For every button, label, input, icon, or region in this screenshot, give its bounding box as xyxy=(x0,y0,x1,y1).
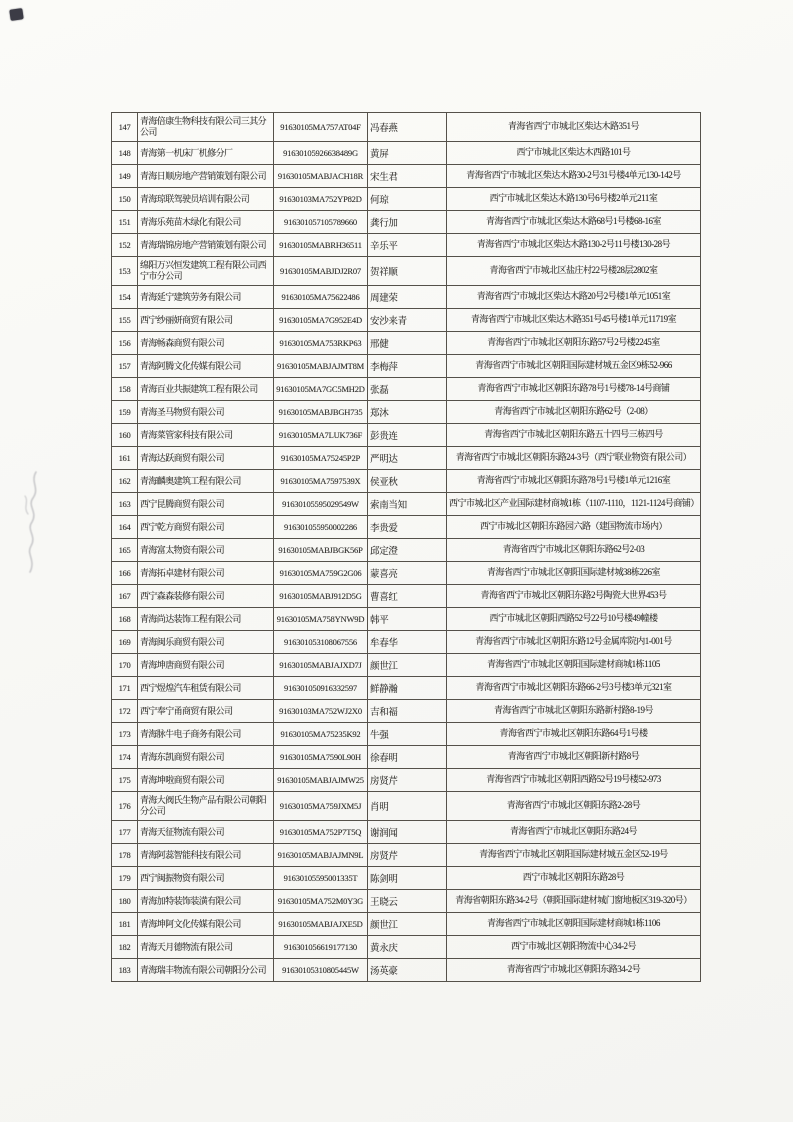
table-row xyxy=(112,516,701,539)
address-cell: 青海省西宁市城北区朝阳东路新村路8-19号 xyxy=(447,700,701,723)
table-row xyxy=(112,844,701,867)
address-cell: 青海省西宁市城北区朝阳东路62号2-03 xyxy=(447,539,701,562)
legal-person-cell: 房贤芹 xyxy=(368,769,447,792)
row-number-cell: 180 xyxy=(112,890,138,913)
legal-person-cell: 韩平 xyxy=(368,608,447,631)
address-cell: 青海省西宁市城北区朝阳东路66-2号3号楼3单元321室 xyxy=(447,677,701,700)
row-number-cell: 177 xyxy=(112,821,138,844)
row-number-cell: 154 xyxy=(112,286,138,309)
credit-code-cell: 91630105MA7GC5MH2D xyxy=(274,378,368,401)
company-name-cell: 青海天月德物流有限公司 xyxy=(138,936,274,959)
legal-person-cell: 侯亚秋 xyxy=(368,470,447,493)
row-number-cell: 155 xyxy=(112,309,138,332)
company-name-cell: 青海日顺房地产营销策划有限公司 xyxy=(138,165,274,188)
legal-person-cell: 索南当知 xyxy=(368,493,447,516)
address-cell: 青海省西宁市城北区朝阳新村路8号 xyxy=(447,746,701,769)
credit-code-cell: 916301053108067556 xyxy=(274,631,368,654)
address-cell: 西宁市城北区朝阳物流中心34-2号 xyxy=(447,936,701,959)
address-cell: 西宁市城北区柴达木路130号6号楼2单元211室 xyxy=(447,188,701,211)
address-cell: 青海省西宁市城北区朝阳国际建材城五金区9栋52-966 xyxy=(447,355,701,378)
company-name-cell: 青海拓卓建材有限公司 xyxy=(138,562,274,585)
table-row xyxy=(112,608,701,631)
company-name-cell: 青海延宁建筑劳务有限公司 xyxy=(138,286,274,309)
company-name-cell: 青海瑞锦房地产营销策划有限公司 xyxy=(138,234,274,257)
table-row xyxy=(112,188,701,211)
row-number-cell: 147 xyxy=(112,113,138,142)
table-row xyxy=(112,424,701,447)
credit-code-cell: 91630105MA752M0Y3G xyxy=(274,890,368,913)
table-row xyxy=(112,700,701,723)
table-row xyxy=(112,890,701,913)
row-number-cell: 172 xyxy=(112,700,138,723)
row-number-cell: 149 xyxy=(112,165,138,188)
legal-person-cell: 牟春华 xyxy=(368,631,447,654)
legal-person-cell: 鲜静瀚 xyxy=(368,677,447,700)
row-number-cell: 160 xyxy=(112,424,138,447)
legal-person-cell: 蒙喜亮 xyxy=(368,562,447,585)
address-cell: 青海省西宁市城北区柴达木路351号45号楼1单元11719室 xyxy=(447,309,701,332)
row-number-cell: 153 xyxy=(112,257,138,286)
legal-person-cell: 严明达 xyxy=(368,447,447,470)
credit-code-cell: 91630105MA75622486 xyxy=(274,286,368,309)
company-name-cell: 西宁闽振物资有限公司 xyxy=(138,867,274,890)
company-name-cell: 青海达跃商贸有限公司 xyxy=(138,447,274,470)
credit-code-cell: 91630105MA759G2G06 xyxy=(274,562,368,585)
legal-person-cell: 郑沐 xyxy=(368,401,447,424)
credit-code-cell: 91630105MABJACH18R xyxy=(274,165,368,188)
company-name-cell: 西宁煜煌汽车租赁有限公司 xyxy=(138,677,274,700)
table-row xyxy=(112,447,701,470)
row-number-cell: 150 xyxy=(112,188,138,211)
credit-code-cell: 91630105MA75235K92 xyxy=(274,723,368,746)
legal-person-cell: 彭贵连 xyxy=(368,424,447,447)
row-number-cell: 171 xyxy=(112,677,138,700)
company-name-cell: 青海畅森商贸有限公司 xyxy=(138,332,274,355)
legal-person-cell: 张磊 xyxy=(368,378,447,401)
row-number-cell: 157 xyxy=(112,355,138,378)
company-name-cell: 青海第一机床厂机修分厂 xyxy=(138,142,274,165)
address-cell: 青海省西宁市城北区朝阳东路2号陶瓷大世界453号 xyxy=(447,585,701,608)
company-name-cell: 青海乐苑苗木绿化有限公司 xyxy=(138,211,274,234)
company-name-cell: 青海百业共振建筑工程有限公司 xyxy=(138,378,274,401)
table-row xyxy=(112,539,701,562)
row-number-cell: 182 xyxy=(112,936,138,959)
row-number-cell: 169 xyxy=(112,631,138,654)
credit-code-cell: 91630103MA752YP82D xyxy=(274,188,368,211)
address-cell: 西宁市城北区柴达木西路101号 xyxy=(447,142,701,165)
table-row xyxy=(112,332,701,355)
address-cell: 青海省西宁市城北区朝阳东路62号（2-08） xyxy=(447,401,701,424)
address-cell: 青海省西宁市城北区朝阳东路2-28号 xyxy=(447,792,701,821)
row-number-cell: 167 xyxy=(112,585,138,608)
credit-code-cell: 91630105MA753RKP63 xyxy=(274,332,368,355)
table-row xyxy=(112,723,701,746)
legal-person-cell: 贺祥顺 xyxy=(368,257,447,286)
row-number-cell: 148 xyxy=(112,142,138,165)
table-row xyxy=(112,769,701,792)
legal-person-cell: 宋生君 xyxy=(368,165,447,188)
table-row xyxy=(112,113,701,142)
credit-code-cell: 91630105MA7LUK736F xyxy=(274,424,368,447)
row-number-cell: 168 xyxy=(112,608,138,631)
credit-code-cell: 91630105MABJ912D5G xyxy=(274,585,368,608)
row-number-cell: 152 xyxy=(112,234,138,257)
row-number-cell: 170 xyxy=(112,654,138,677)
table-row xyxy=(112,234,701,257)
company-name-cell: 西宁森森装修有限公司 xyxy=(138,585,274,608)
legal-person-cell: 牛强 xyxy=(368,723,447,746)
table-row xyxy=(112,286,701,309)
table-row xyxy=(112,355,701,378)
company-name-cell: 青海天征物流有限公司 xyxy=(138,821,274,844)
company-name-cell: 西宁昆腾商贸有限公司 xyxy=(138,493,274,516)
address-cell: 西宁市城北区朝阳东路园六路（建国物流市场内） xyxy=(447,516,701,539)
row-number-cell: 173 xyxy=(112,723,138,746)
row-number-cell: 166 xyxy=(112,562,138,585)
table-row xyxy=(112,821,701,844)
table-row xyxy=(112,913,701,936)
address-cell: 青海省西宁市城北区朝阳东路57号2号楼2245室 xyxy=(447,332,701,355)
row-number-cell: 175 xyxy=(112,769,138,792)
company-name-cell: 青海尚达装饰工程有限公司 xyxy=(138,608,274,631)
legal-person-cell: 徐春明 xyxy=(368,746,447,769)
address-cell: 青海省西宁市城北区朝阳东路78号1号楼1单元1216室 xyxy=(447,470,701,493)
table-row xyxy=(112,936,701,959)
company-name-cell: 青海瑞丰物流有限公司朝阳分公司 xyxy=(138,959,274,982)
credit-code-cell: 916301055950002286 xyxy=(274,516,368,539)
legal-person-cell: 何琼 xyxy=(368,188,447,211)
row-number-cell: 163 xyxy=(112,493,138,516)
address-cell: 青海省西宁市城北区朝阳国际建材商城1栋1106 xyxy=(447,913,701,936)
row-number-cell: 183 xyxy=(112,959,138,982)
company-name-cell: 青海加特装饰装潢有限公司 xyxy=(138,890,274,913)
address-cell: 青海省西宁市城北区柴达木路351号 xyxy=(447,113,701,142)
company-name-cell: 青海阿腾文化传媒有限公司 xyxy=(138,355,274,378)
company-name-cell: 青海东凯商贸有限公司 xyxy=(138,746,274,769)
table-row xyxy=(112,562,701,585)
legal-person-cell: 房贤芹 xyxy=(368,844,447,867)
company-name-cell: 绵阳万兴恒发建筑工程有限公司西宁市分公司 xyxy=(138,257,274,286)
row-number-cell: 178 xyxy=(112,844,138,867)
table-row xyxy=(112,959,701,982)
ink-mark-icon xyxy=(9,8,23,21)
table-row xyxy=(112,378,701,401)
address-cell: 青海省西宁市城北区柴达木路130-2号11号楼130-28号 xyxy=(447,234,701,257)
address-cell: 青海省西宁市城北区柴达木路20号2号楼1单元1051室 xyxy=(447,286,701,309)
table-row xyxy=(112,867,701,890)
credit-code-cell: 91630105MA757AT04F xyxy=(274,113,368,142)
credit-code-cell: 91630105MABJAJMW25 xyxy=(274,769,368,792)
address-cell: 青海省西宁市城北区朝阳东路34-2号 xyxy=(447,959,701,982)
legal-person-cell: 王晓云 xyxy=(368,890,447,913)
credit-code-cell: 91630105MABJAJXD7J xyxy=(274,654,368,677)
credit-code-cell: 91630105MA7597539X xyxy=(274,470,368,493)
table-row xyxy=(112,493,701,516)
handwriting-smudge-icon xyxy=(16,468,50,578)
company-name-cell: 青海圣马物贸有限公司 xyxy=(138,401,274,424)
credit-code-cell: 91630105MABJBGK56P xyxy=(274,539,368,562)
credit-code-cell: 91630105MA759JXM5J xyxy=(274,792,368,821)
legal-person-cell: 黄屏 xyxy=(368,142,447,165)
legal-person-cell: 曹喜红 xyxy=(368,585,447,608)
legal-person-cell: 颜世江 xyxy=(368,654,447,677)
legal-person-cell: 陈剑明 xyxy=(368,867,447,890)
legal-person-cell: 周建荣 xyxy=(368,286,447,309)
credit-code-cell: 91630105310805445W xyxy=(274,959,368,982)
table-row xyxy=(112,401,701,424)
credit-code-cell: 916301050916332597 xyxy=(274,677,368,700)
table-row xyxy=(112,211,701,234)
legal-person-cell: 李贵爱 xyxy=(368,516,447,539)
row-number-cell: 161 xyxy=(112,447,138,470)
company-name-cell: 西宁纱丽妍商贸有限公司 xyxy=(138,309,274,332)
credit-code-cell: 91630105MA75245P2P xyxy=(274,447,368,470)
row-number-cell: 162 xyxy=(112,470,138,493)
table-row xyxy=(112,470,701,493)
legal-person-cell: 龚行加 xyxy=(368,211,447,234)
company-name-cell: 青海大阀氏生物产品有限公司朝阳分公司 xyxy=(138,792,274,821)
legal-person-cell: 谢润闻 xyxy=(368,821,447,844)
legal-person-cell: 汤英豪 xyxy=(368,959,447,982)
address-cell: 青海省西宁市城北区朝阳国际建材城38栋226室 xyxy=(447,562,701,585)
credit-code-cell: 91630105MABJBGH735 xyxy=(274,401,368,424)
address-cell: 青海省西宁市城北区朝阳国际建材城五金区52-19号 xyxy=(447,844,701,867)
address-cell: 西宁市城北区朝阳东路28号 xyxy=(447,867,701,890)
company-name-cell: 青海麟奥建筑工程有限公司 xyxy=(138,470,274,493)
row-number-cell: 181 xyxy=(112,913,138,936)
company-name-cell: 青海坤啦商贸有限公司 xyxy=(138,769,274,792)
company-registry-table xyxy=(111,112,701,982)
address-cell: 青海省西宁市城北区朝阳东路78号1号楼78-14号商铺 xyxy=(447,378,701,401)
row-number-cell: 151 xyxy=(112,211,138,234)
row-number-cell: 176 xyxy=(112,792,138,821)
credit-code-cell: 916301057105789660 xyxy=(274,211,368,234)
company-name-cell: 青海倍康生物科技有限公司三其分公司 xyxy=(138,113,274,142)
address-cell: 青海省西宁市城北区柴达木路30-2号31号楼4单元130-142号 xyxy=(447,165,701,188)
table-row xyxy=(112,677,701,700)
row-number-cell: 158 xyxy=(112,378,138,401)
address-cell: 青海省朝阳东路34-2号（朝阳国际建材城门窗地板区319-320号） xyxy=(447,890,701,913)
company-name-cell: 青海富太物资有限公司 xyxy=(138,539,274,562)
company-name-cell: 青海菜管家科技有限公司 xyxy=(138,424,274,447)
credit-code-cell: 91630105MA758YNW9D xyxy=(274,608,368,631)
address-cell: 青海省西宁市城北区朝阳东路五十四号三栋四号 xyxy=(447,424,701,447)
table-row xyxy=(112,142,701,165)
credit-code-cell: 91630105595029549W xyxy=(274,493,368,516)
address-cell: 青海省西宁市城北区朝阳东路24-3号（西宁联业物资有限公司） xyxy=(447,447,701,470)
credit-code-cell: 91630105MABJAJMN9L xyxy=(274,844,368,867)
address-cell: 青海省西宁市城北区柴达木路68号1号楼68-16室 xyxy=(447,211,701,234)
company-name-cell: 青海阿蕊智能科技有限公司 xyxy=(138,844,274,867)
row-number-cell: 179 xyxy=(112,867,138,890)
row-number-cell: 165 xyxy=(112,539,138,562)
legal-person-cell: 肖明 xyxy=(368,792,447,821)
table-body xyxy=(112,113,701,982)
legal-person-cell: 邢健 xyxy=(368,332,447,355)
legal-person-cell: 邱定澄 xyxy=(368,539,447,562)
row-number-cell: 159 xyxy=(112,401,138,424)
legal-person-cell: 辛乐平 xyxy=(368,234,447,257)
credit-code-cell: 91630105926638489G xyxy=(274,142,368,165)
company-name-cell: 青海闽乐商贸有限公司 xyxy=(138,631,274,654)
company-name-cell: 青海琼联驾驶员培训有限公司 xyxy=(138,188,274,211)
credit-code-cell: 91630105MABRH36511 xyxy=(274,234,368,257)
company-name-cell: 西宁奉宁甬商贸有限公司 xyxy=(138,700,274,723)
legal-person-cell: 安沙来青 xyxy=(368,309,447,332)
table-row xyxy=(112,792,701,821)
credit-code-cell: 91630105MABJAJMT8M xyxy=(274,355,368,378)
table-row xyxy=(112,585,701,608)
legal-person-cell: 颜世江 xyxy=(368,913,447,936)
table-row xyxy=(112,257,701,286)
legal-person-cell: 李梅萍 xyxy=(368,355,447,378)
company-name-cell: 青海脉牛电子商务有限公司 xyxy=(138,723,274,746)
legal-person-cell: 吉和福 xyxy=(368,700,447,723)
company-name-cell: 青海坤阿文化传媒有限公司 xyxy=(138,913,274,936)
table-row xyxy=(112,309,701,332)
address-cell: 青海省西宁市城北区朝阳东路64号1号楼 xyxy=(447,723,701,746)
address-cell: 青海省西宁市城北区盐庄村22号楼28层2802室 xyxy=(447,257,701,286)
address-cell: 青海省西宁市城北区朝阳西路52号19号楼52-973 xyxy=(447,769,701,792)
address-cell: 青海省西宁市城北区朝阳东路24号 xyxy=(447,821,701,844)
address-cell: 青海省西宁市城北区朝阳国际建材商城1栋1105 xyxy=(447,654,701,677)
credit-code-cell: 916301056619177130 xyxy=(274,936,368,959)
address-cell: 西宁市城北区朝阳西路52号22号10号楼49幢楼 xyxy=(447,608,701,631)
legal-person-cell: 冯春燕 xyxy=(368,113,447,142)
row-number-cell: 174 xyxy=(112,746,138,769)
table-row xyxy=(112,654,701,677)
row-number-cell: 164 xyxy=(112,516,138,539)
credit-code-cell: 91630105MA7590L90H xyxy=(274,746,368,769)
company-name-cell: 青海坤唐商贸有限公司 xyxy=(138,654,274,677)
credit-code-cell: 91630105MABJDJ2R07 xyxy=(274,257,368,286)
row-number-cell: 156 xyxy=(112,332,138,355)
table-row xyxy=(112,631,701,654)
table-row xyxy=(112,746,701,769)
company-name-cell: 西宁乾方商贸有限公司 xyxy=(138,516,274,539)
address-cell: 青海省西宁市城北区朝阳东路12号金属库院内1-001号 xyxy=(447,631,701,654)
credit-code-cell: 91630105MA7G952E4D xyxy=(274,309,368,332)
address-cell: 西宁市城北区产业国际建材商城1栋（1107-1110，1121-1124号商铺） xyxy=(447,493,701,516)
table-row xyxy=(112,165,701,188)
credit-code-cell: 91630105595001335T xyxy=(274,867,368,890)
credit-code-cell: 91630105MA752P7T5Q xyxy=(274,821,368,844)
credit-code-cell: 91630103MA752WJ2X0 xyxy=(274,700,368,723)
credit-code-cell: 91630105MABJAJXE5D xyxy=(274,913,368,936)
legal-person-cell: 黄永庆 xyxy=(368,936,447,959)
